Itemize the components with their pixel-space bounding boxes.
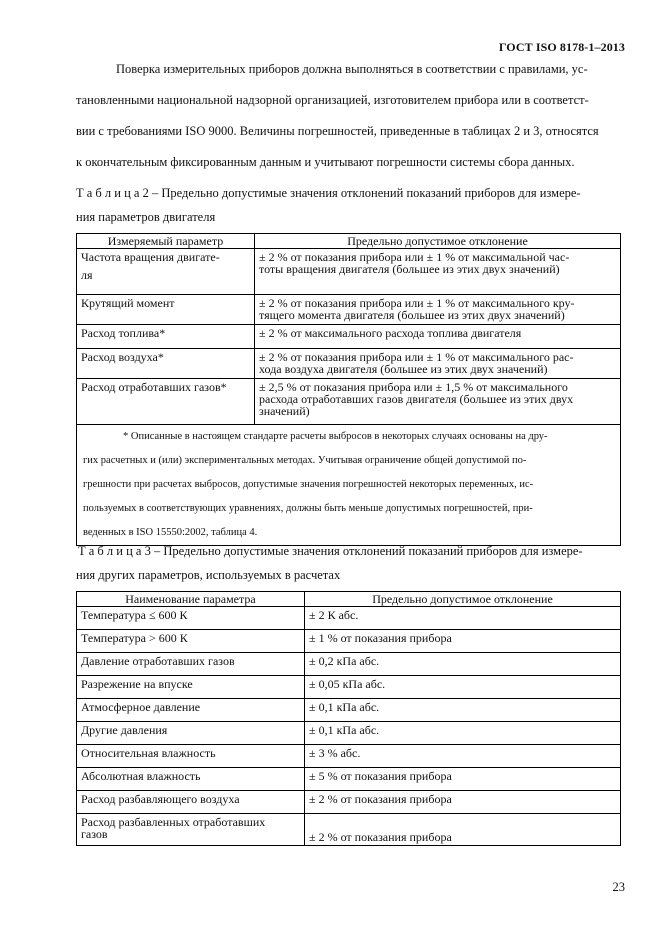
table-header-row	[77, 234, 621, 249]
table-header-row	[77, 592, 621, 607]
table2-caption-cont: ния параметров двигателя	[76, 210, 216, 224]
cell-text: Крутящий момент	[81, 296, 175, 310]
param-cell: Относительная влажность	[77, 745, 305, 768]
table-footnote	[77, 425, 621, 546]
footnote-line: гих расчетных и (или) экспериментальных методах. Учитывая ограничение общей допустимой по-	[83, 455, 527, 466]
value-cell: ± 2 % от показания прибора	[305, 814, 621, 846]
value-cell: ± 0,1 кПа абс.	[305, 722, 621, 745]
cell-text: газов	[81, 827, 108, 841]
footnote-line: грешности при расчетах выбросов, допустимые значения погрешностей некоторых переменных, ис-	[83, 479, 534, 490]
document-header: ГОСТ ISO 8178-1–2013	[498, 40, 625, 54]
table-row	[77, 745, 621, 768]
paragraph-line: к окончательным фиксированным данным и учитывают погрешности системы сбора данных.	[76, 155, 575, 169]
cell-text: Частота вращения двигате-	[81, 250, 220, 264]
column-header: Предельно допустимое отклонение	[305, 592, 621, 607]
column-header: Измеряемый параметр	[77, 234, 255, 249]
param-cell	[77, 349, 255, 379]
intro-paragraph	[76, 62, 624, 172]
table-row	[77, 295, 621, 325]
cell-text: ± 2 % от показания прибора или ± 1 % от максимального кру-	[259, 296, 575, 310]
cell-text: Расход топлива*	[81, 326, 166, 340]
value-cell: ± 5 % от показания прибора	[305, 768, 621, 791]
cell-text: хода воздуха двигателя (большее из этих двух значений)	[259, 362, 548, 376]
footnote-line: пользуемых в соответствующих уравнениях, должны быть меньше допустимых погрешностей, при-	[83, 503, 533, 514]
table-row	[77, 379, 621, 425]
table3-caption: Т а б л и ц а 3 – Предельно допустимые значения отклонений показаний приборов для измере-	[78, 544, 583, 558]
cell-text: ± 2 % от показания прибора или ± 1 % от максимальной час-	[259, 250, 570, 264]
cell-text: Расход воздуха*	[81, 350, 164, 364]
param-cell: Абсолютная влажность	[77, 768, 305, 791]
table-row	[77, 722, 621, 745]
table-row	[77, 653, 621, 676]
cell-text: тящего момента двигателя (большее из этих двух значений)	[259, 308, 565, 322]
param-cell: Температура ≤ 600 К	[77, 607, 305, 630]
paragraph-line: тановленными национальной надзорной организацией, изготовителем прибора или в соответст-	[76, 93, 589, 107]
value-cell	[255, 249, 621, 295]
paragraph-line: вии с требованиями ISO 9000. Величины погрешностей, приведенные в таблицах 2 и 3, относятся	[76, 124, 599, 138]
param-cell	[77, 295, 255, 325]
value-cell: ± 2 % от показания прибора	[305, 791, 621, 814]
value-cell	[255, 349, 621, 379]
param-cell: Другие давления	[77, 722, 305, 745]
value-cell: ± 3 % абс.	[305, 745, 621, 768]
table-row	[77, 249, 621, 295]
param-cell: Разрежение на впуске	[77, 676, 305, 699]
value-cell: ± 0,2 кПа абс.	[305, 653, 621, 676]
param-cell: Давление отработавших газов	[77, 653, 305, 676]
table-row	[77, 607, 621, 630]
value-cell: ± 1 % от показания прибора	[305, 630, 621, 653]
param-cell	[77, 379, 255, 425]
value-cell	[255, 295, 621, 325]
page-number: 23	[612, 880, 625, 894]
table-row	[77, 791, 621, 814]
paragraph-line: Поверка измерительных приборов должна выполняться в соответствии с правилами, ус-	[116, 62, 588, 76]
param-cell	[77, 814, 305, 846]
cell-text: ± 2,5 % от показания прибора или ± 1,5 % от максимального	[259, 380, 568, 394]
table-row	[77, 349, 621, 379]
table-row	[77, 768, 621, 791]
column-header: Наименование параметра	[77, 592, 305, 607]
table-row	[77, 699, 621, 722]
value-cell	[255, 379, 621, 425]
value-cell	[255, 325, 621, 349]
param-cell: Температура > 600 К	[77, 630, 305, 653]
footnote-line: веденных в ISO 15550:2002, таблица 4.	[83, 527, 258, 538]
cell-text: ля	[81, 268, 93, 282]
table3-caption-cont: ния других параметров, используемых в расчетах	[76, 568, 341, 582]
table-row	[77, 630, 621, 653]
param-cell: Атмосферное давление	[77, 699, 305, 722]
table-note-row	[77, 425, 621, 546]
value-cell: ± 2 К абс.	[305, 607, 621, 630]
table2	[76, 233, 621, 546]
cell-text: Расход разбавленных отработавших	[81, 815, 266, 829]
table-row	[77, 676, 621, 699]
cell-text: значений)	[259, 404, 310, 418]
param-cell	[77, 249, 255, 295]
cell-text: тоты вращения двигателя (большее из этих двух значений)	[259, 262, 560, 276]
table3	[76, 591, 621, 846]
column-header: Предельно допустимое отклонение	[255, 234, 621, 249]
table-row	[77, 814, 621, 846]
cell-text: ± 2 % от максимального расхода топлива двигателя	[259, 326, 522, 340]
footnote-line: * Описанные в настоящем стандарте расчеты выбросов в некоторых случаях основаны на дру-	[123, 431, 548, 442]
cell-text: расхода отработавших газов двигателя (большее из этих двух	[259, 392, 574, 406]
cell-text: Расход отработавших газов*	[81, 380, 227, 394]
value-cell: ± 0,1 кПа абс.	[305, 699, 621, 722]
table-row	[77, 325, 621, 349]
table2-caption: Т а б л и ц а 2 – Предельно допустимые значения отклонений показаний приборов для измере-	[76, 186, 581, 200]
param-cell	[77, 325, 255, 349]
value-cell: ± 0,05 кПа абс.	[305, 676, 621, 699]
param-cell: Расход разбавляющего воздуха	[77, 791, 305, 814]
cell-text: ± 2 % от показания прибора или ± 1 % от максимального рас-	[259, 350, 574, 364]
